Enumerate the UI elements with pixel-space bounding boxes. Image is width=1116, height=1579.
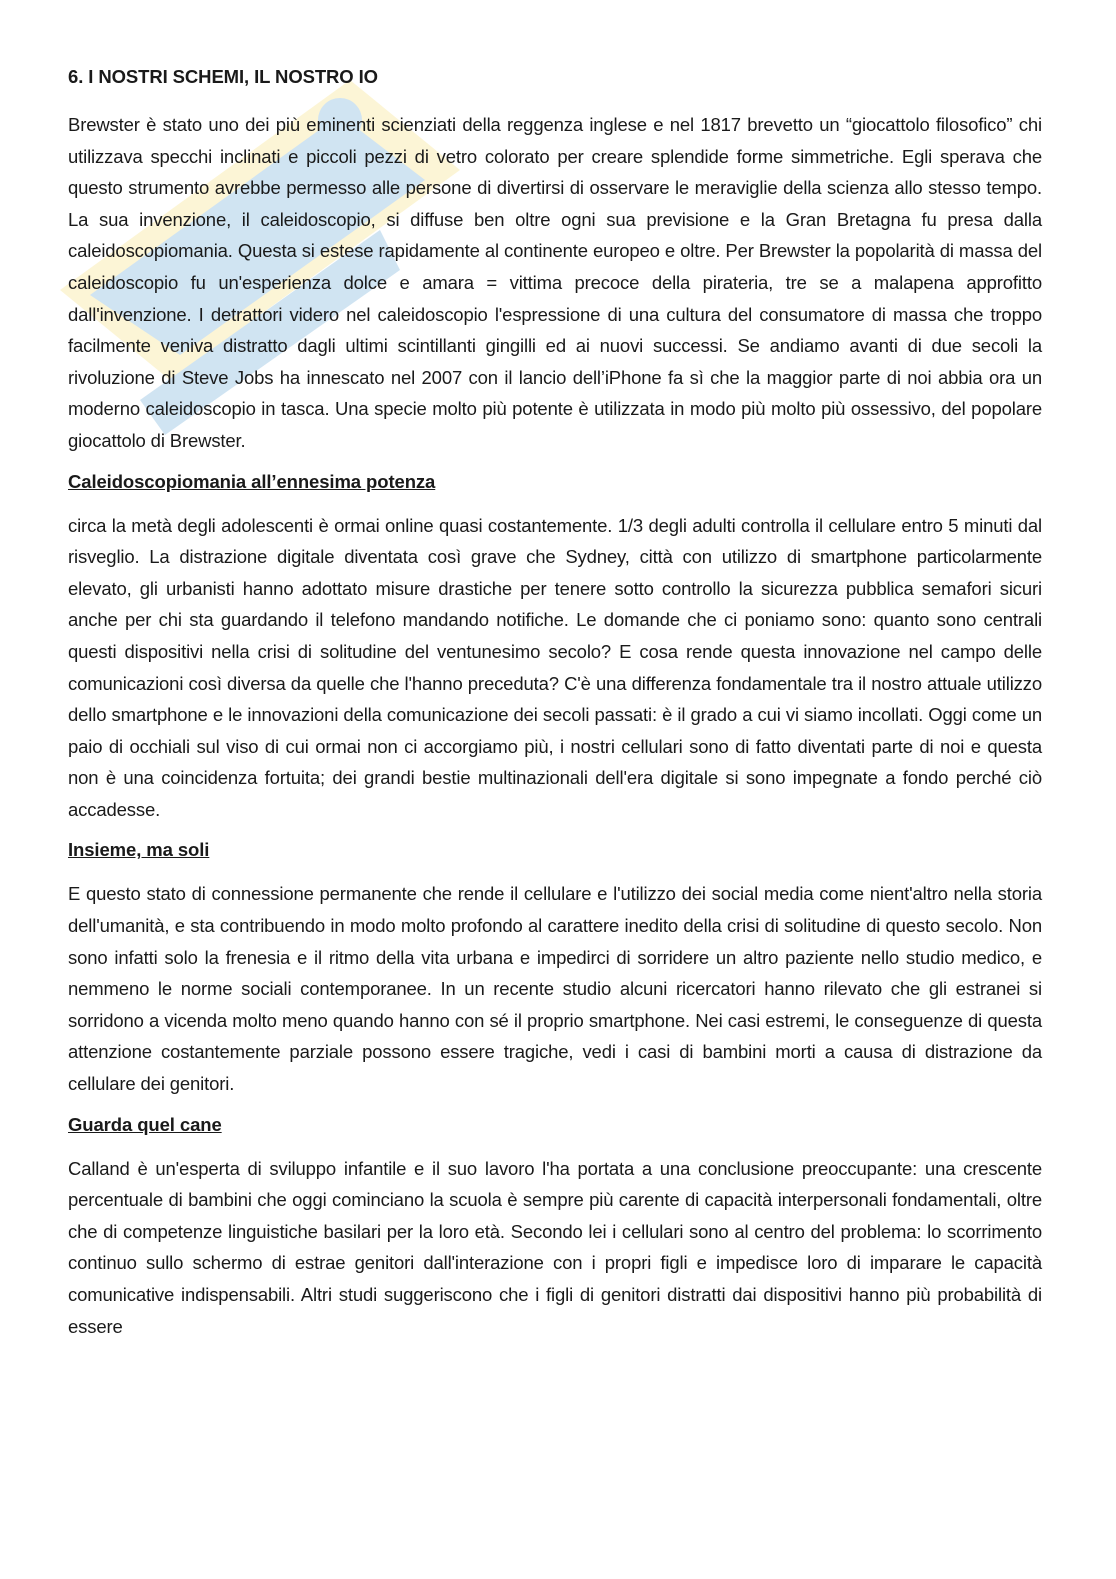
- section-heading: Caleidoscopiomania all’ennesima potenza: [68, 470, 436, 492]
- section-kaleidoscope: [68, 471, 1042, 826]
- document-page: [68, 66, 1042, 1350]
- chapter-title: 6. I NOSTRI SCHEMI, IL NOSTRO IO: [68, 66, 378, 87]
- section-heading: Insieme, ma soli: [68, 839, 210, 861]
- section-paragraph: Calland è un'esperta di sviluppo infantile e il suo lavoro l'ha portata a una conclusione preoccupante: una crescente percentuale di bambini che oggi cominciano la scuola è sempre più carente di capacità interpersonali fondamentali, oltre che di competenze linguistiche basilari per la loro età. Secondo lei i cellulari sono al centro del problema: lo scorrimento continuo sullo schermo di estrae genitori dall'interazione con i propri figli e impedisce loro di imparare le capacità comunicative indispensabili. Altri studi suggeriscono che i figli di genitori distratti dai dispositivi hanno più probabilità di essere: [68, 1157, 1042, 1337]
- intro-paragraph: Brewster è stato uno dei più eminenti scienziati della reggenza inglese e nel 1817 brevetto un “giocattolo filosofico” chi utilizzava specchi inclinati e piccoli pezzi di vetro colorato per creare splendide forme simmetriche. Egli sperava che questo strumento avrebbe permesso alle persone di divertirsi di osservare le meraviglie della scienza allo stesso tempo. La sua invenzione, il caleidoscopio, si diffuse ben oltre ogni sua previsione e la Gran Bretagna fu presa dalla caleidoscopiomania. Questa si estese rapidamente al continente europeo e oltre. Per Brewster la popolarità di massa del caleidoscopio fu un'esperienza dolce e amara = vittima precoce della pirateria, tre se a malapena approfitto dall'invenzione. I detrattori videro nel caleidoscopio l'espressione di una cultura del consumatore di massa che troppo facilmente veniva distratto dagli ultimi scintillanti gingilli ed ai nuovi successi. Se andiamo avanti di due secoli la rivoluzione di Steve Jobs ha innescato nel 2007 con il lancio dell’iPhone fa sì che la maggior parte di noi abbia ora un moderno caleidoscopio in tasca. Una specie molto più potente è utilizzata in modo più molto più ossessivo, del popolare giocattolo di Brewster.: [68, 114, 1042, 451]
- section-together-alone: [68, 839, 1042, 1099]
- section-look-at-that-dog: [68, 1114, 1042, 1343]
- section-paragraph: circa la metà degli adolescenti è ormai online quasi costantemente. 1/3 degli adulti controlla il cellulare entro 5 minuti dal risveglio. La distrazione digitale diventata così grave che Sydney, città con utilizzo di smartphone particolarmente elevato, gli urbanisti hanno adottato misure drastiche per tenere sotto controllo la sicurezza pubblica semafori sicuri anche per chi sta guardando il telefono mandando notifiche. Le domande che ci poniamo sono: quanto sono centrali questi dispositivi nella crisi di solitudine del ventunesimo secolo? E cosa rende questa innovazione nel campo delle comunicazioni così diversa da quelle che l'hanno preceduta? C'è una differenza fondamentale tra il nostro attuale utilizzo dello smartphone e le innovazioni della comunicazione dei secoli passati: è il grado a cui vi siamo incollati. Oggi come un paio di occhiali sul viso di cui ormai non ci accorgiamo più, i nostri cellulari sono di fatto diventati parte di noi e questa non è una coincidenza fortuita; dei grandi bestie multinazionali dell'era digitale si sono impegnate a fondo perché ciò accadesse.: [68, 514, 1042, 820]
- section-paragraph: E questo stato di connessione permanente che rende il cellulare e l'utilizzo dei social media come nient'altro nella storia dell'umanità, e sta contribuendo in modo molto profondo al carattere inedito della crisi di solitudine di questo secolo. Non sono infatti solo la frenesia e il ritmo della vita urbana e impedirci di sorridere un altro paziente nello studio medico, e nemmeno le norme sociali contemporanee. In un recente studio alcuni ricercatori hanno rilevato che gli estranei si sorridono a vicenda molto meno quando hanno con sé il proprio smartphone. Nei casi estremi, le conseguenze di questa attenzione costantemente parziale possono essere tragiche, vedi i casi di bambini morti a causa di distrazione da cellulare dei genitori.: [68, 883, 1042, 1095]
- section-heading: Guarda quel cane: [68, 1113, 222, 1135]
